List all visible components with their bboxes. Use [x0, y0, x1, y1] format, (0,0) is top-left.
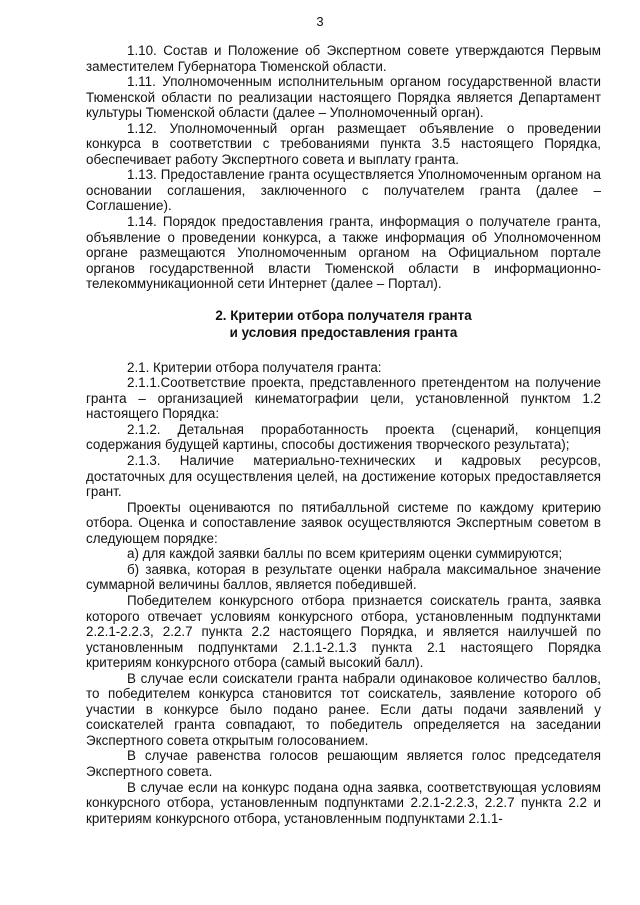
paragraph-scoring: Проекты оцениваются по пятибалльной системе по каждому критерию отбора. Оценка и сопоставление заявок осуществляются Экспертным советом в следующем порядке:	[86, 499, 601, 546]
paragraph-2-1-3: 2.1.3. Наличие материально-технических и кадровых ресурсов, достаточных для осуществления целей, на достижение которых предоставляется грант.	[86, 453, 601, 500]
paragraph-1-13: 1.13. Предоставление гранта осуществляется Уполномоченным органом на основании соглашения, заключенного с получателем гранта (далее – Соглашение).	[86, 167, 601, 214]
document-body	[86, 43, 601, 826]
page-number: 3	[316, 14, 324, 29]
paragraph-2-1-1: 2.1.1.Соответствие проекта, представленного претендентом на получение гранта – организацией кинематографии цели, установленной пунктом 1.2 настоящего Порядка:	[86, 375, 601, 422]
paragraph-1-10: 1.10. Состав и Положение об Экспертном совете утверждаются Первым заместителем Губернатора Тюменской области.	[86, 43, 601, 74]
paragraph-1-11: 1.11. Уполномоченным исполнительным органом государственной власти Тюменской области по реализации настоящего Порядка является Департамент культуры Тюменской области (далее – Уполномоченный орган).	[86, 74, 601, 121]
paragraph-scoring-a: а) для каждой заявки баллы по всем критериям оценки суммируются;	[127, 546, 563, 562]
paragraph-winner: Победителем конкурсного отбора признается соискатель гранта, заявка которого отвечает условиям конкурсного отбора, установленным подпунктами 2.2.1-2.2.3, 2.2.7 пункта 2.2 настоящего Порядка, и является наилучшей по установленным подпунктами 2.1.1-2.1.3 пункта 2.1 настоящего Порядка критериям конкурсного отбора (самый высокий балл).	[86, 592, 601, 671]
paragraph-1-14: 1.14. Порядок предоставления гранта, информация о получателе гранта, объявление о проведении конкурса, а также информация об Уполномоченном органе размещаются Уполномоченным органом на Официальном портале органов государственной власти Тюменской области в информационно-телекоммуникационной сети Интернет (далее – Портал).	[86, 214, 601, 292]
section-heading	[86, 307, 601, 341]
paragraph-1-12: 1.12. Уполномоченный орган размещает объявление о проведении конкурса в соответствии с требованиями пункта 3.5 настоящего Порядка, обеспечивает работу Экспертного совета и выплату гранта.	[86, 120, 601, 167]
paragraph-2-1: 2.1. Критерии отбора получателя гранта:	[127, 359, 382, 375]
paragraph-2-1-2: 2.1.2. Детальная проработанность проекта (сценарий, концепция содержания будущей картины, способы достижения творческого результата);	[86, 421, 601, 453]
section-heading-line-1: 2. Критерии отбора получателя гранта	[215, 307, 472, 323]
paragraph-tie-vote: В случае равенства голосов решающим является голос председателя Экспертного совета.	[86, 748, 601, 779]
paragraph-single-application: В случае если на конкурс подана одна заявка, соответствующая условиям конкурсного отбора, установленным подпунктами 2.2.1-2.2.3, 2.2.7 пункта 2.2 и критериям конкурсного отбора, установленным подпунктами 2.1.1-	[86, 779, 601, 826]
paragraph-tie: В случае если соискатели гранта набрали одинаковое количество баллов, то победителем конкурса становится тот соискатель, заявление которого об участии в конкурсе было подано ранее. Если даты подачи заявлений у соискателей гранта совпадают, то победитель определяется на заседании Экспертного совета открытым голосованием.	[86, 670, 601, 748]
section-heading-line-2: и условия предоставления гранта	[229, 324, 458, 340]
paragraph-scoring-b: б) заявка, которая в результате оценки набрала максимальное значение суммарной величины баллов, является победившей.	[86, 561, 601, 593]
